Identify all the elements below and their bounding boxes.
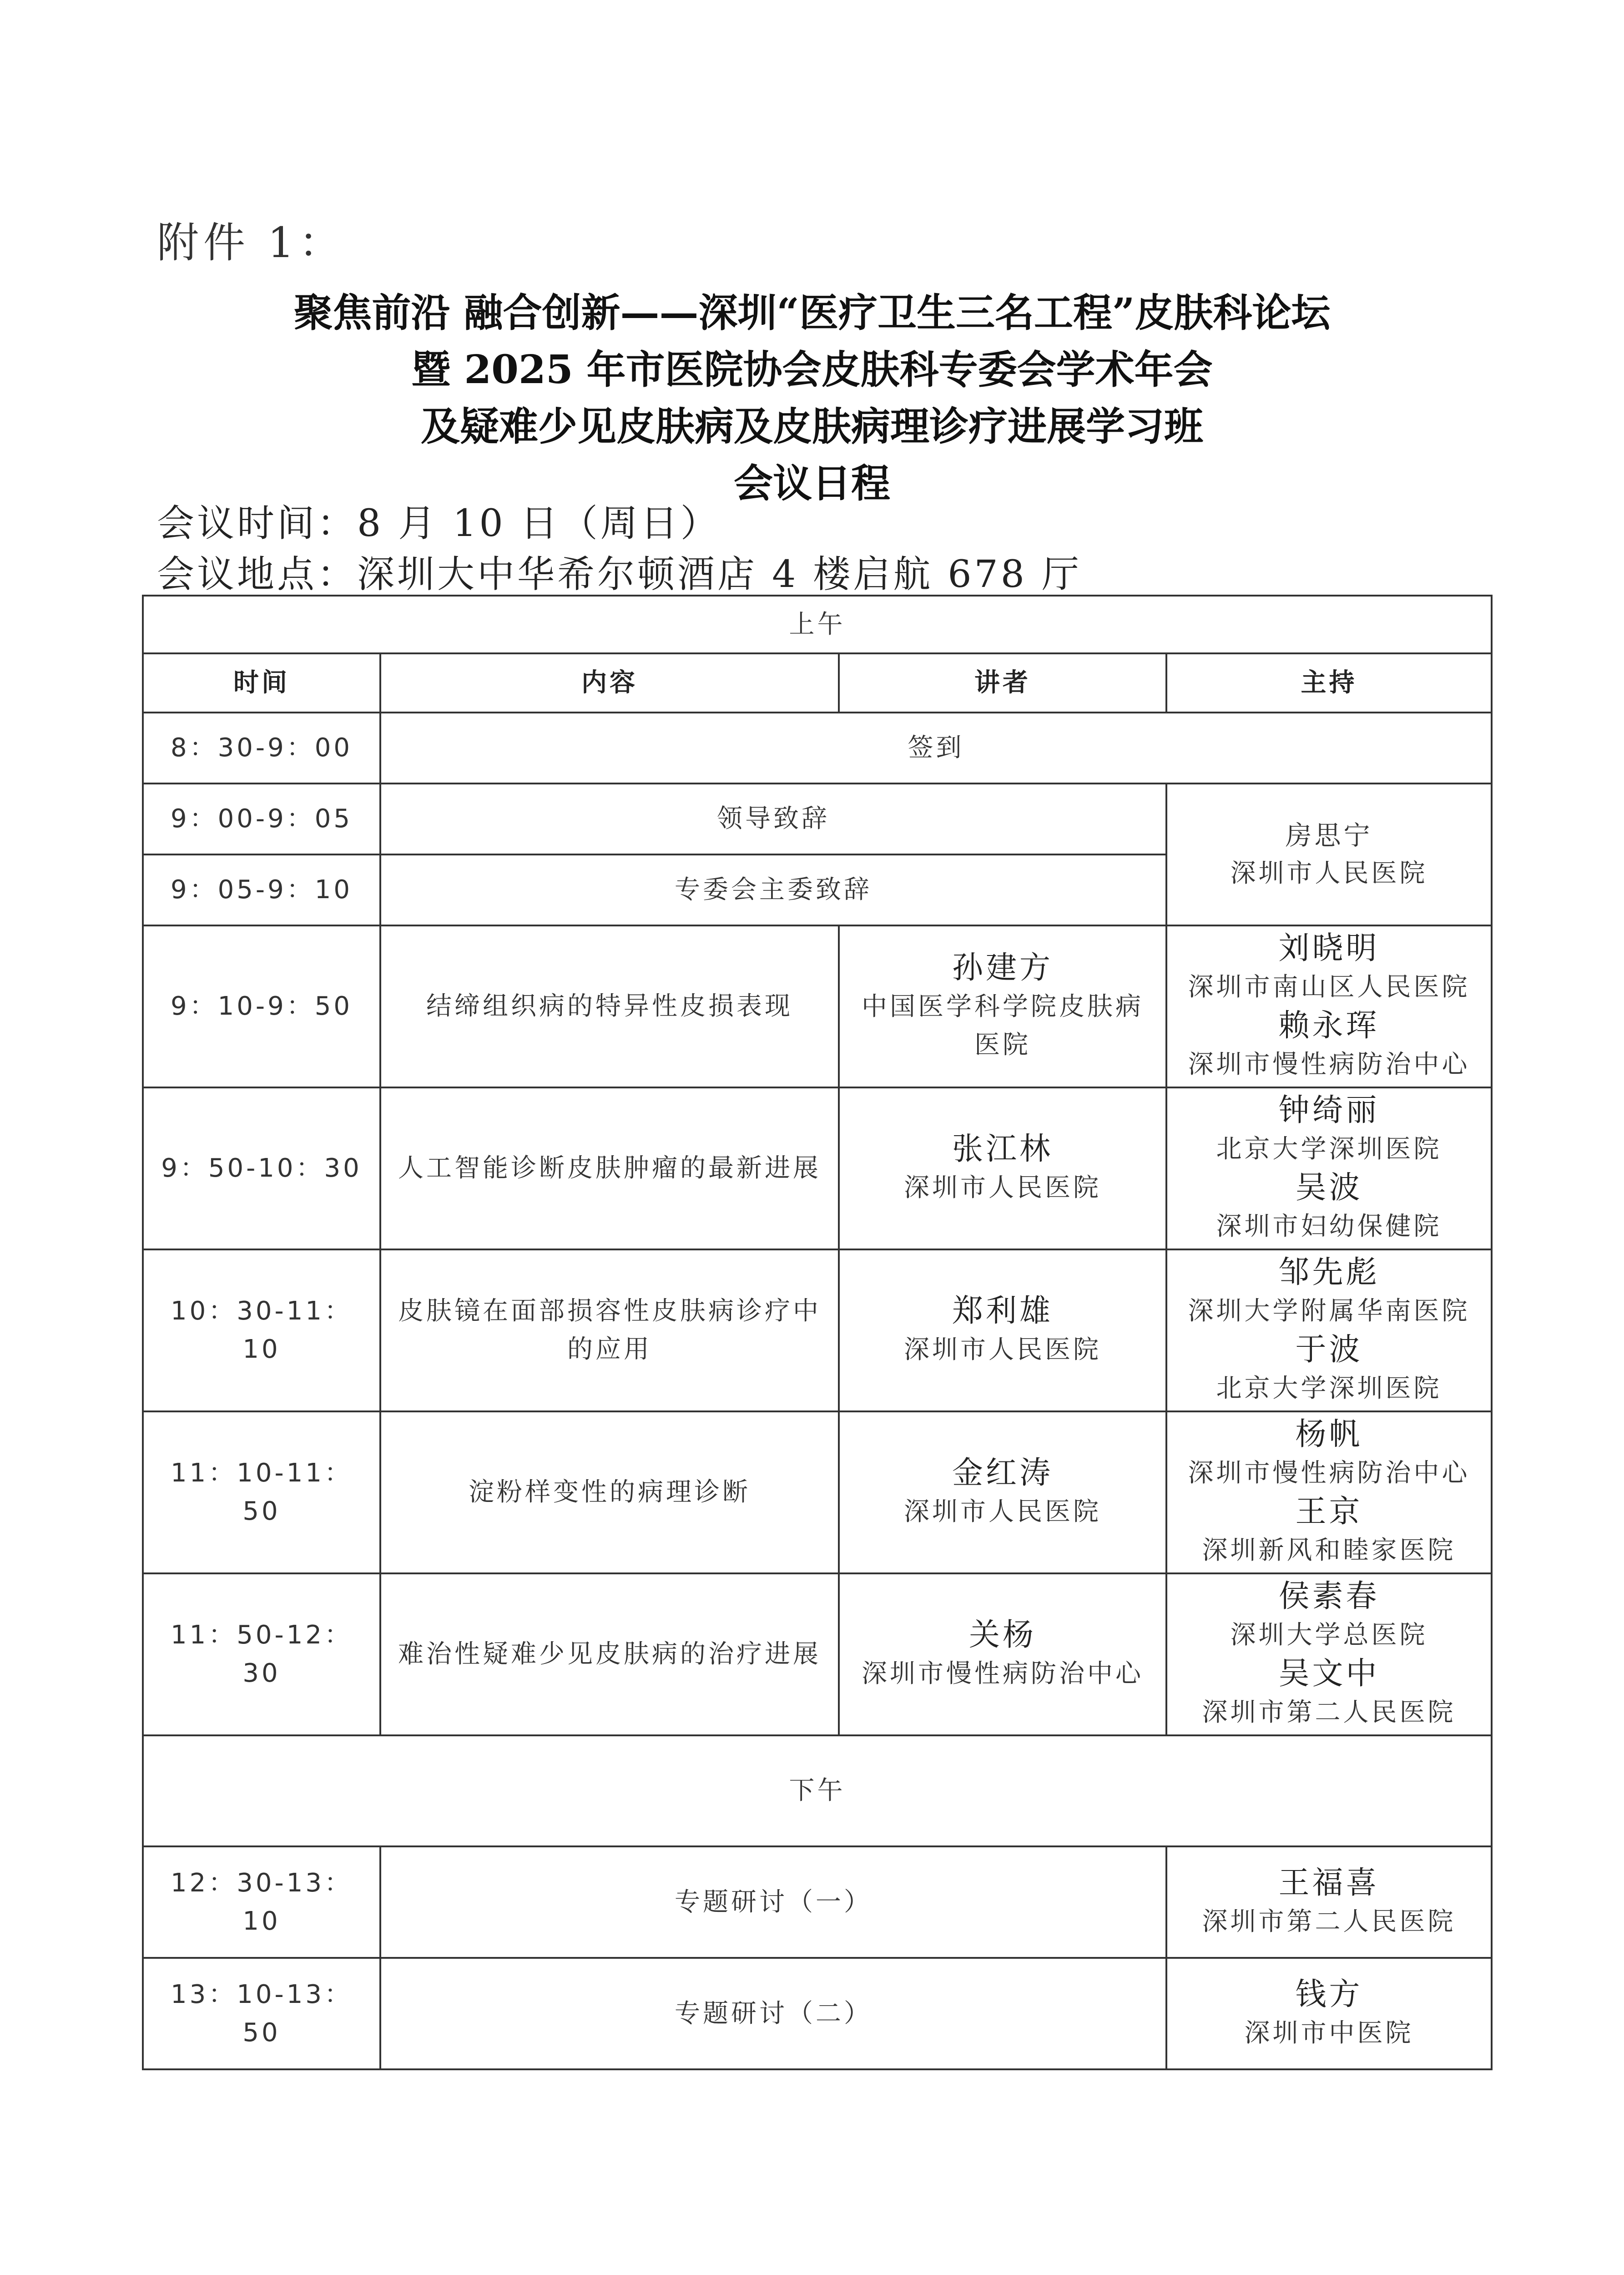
content-cell: 专委会主委致辞 [380, 854, 1166, 925]
speaker-name: 张江林 [952, 1131, 1053, 1167]
content-cell: 专题研讨（一） [380, 1846, 1166, 1958]
host-cell [1166, 1249, 1492, 1411]
table-row [143, 1735, 1492, 1846]
host-name: 邹先彪 [1278, 1254, 1380, 1290]
table-row [143, 1958, 1492, 2069]
speaker-cell [839, 1087, 1166, 1249]
speaker-org: 深圳市慢性病防治中心 [862, 1659, 1144, 1689]
speaker-org: 中国医学科学院皮肤病医院 [862, 992, 1144, 1060]
time-cell: 9：10-9：50 [143, 925, 380, 1087]
host-name: 吴波 [1295, 1170, 1363, 1206]
speaker-org: 深圳市人民医院 [904, 1335, 1101, 1365]
host-org: 深圳大学附属华南医院 [1188, 1296, 1470, 1326]
speaker-name: 金红涛 [952, 1455, 1053, 1491]
content-cell: 领导致辞 [380, 784, 1166, 854]
host-org: 深圳市中医院 [1244, 2018, 1414, 2048]
header-content: 内容 [380, 653, 839, 713]
title-line-2: 暨 2025 年市医院协会皮肤科专委会学术年会 [411, 347, 1213, 393]
host-name: 吴文中 [1278, 1656, 1380, 1692]
host-name: 侯素春 [1278, 1578, 1380, 1614]
table-row [143, 1846, 1492, 1958]
attachment-label: 附件 1： [157, 218, 345, 267]
speaker-org: 深圳市人民医院 [904, 1173, 1101, 1203]
schedule-table [142, 595, 1493, 2070]
speaker-org: 深圳市人民医院 [904, 1497, 1101, 1527]
host-name: 杨帆 [1295, 1416, 1363, 1452]
host-name: 王福喜 [1278, 1865, 1380, 1901]
host-org: 深圳市慢性病防治中心 [1188, 1050, 1470, 1079]
speaker-cell [839, 1411, 1166, 1573]
host-cell [1166, 1411, 1492, 1573]
meeting-place: 会议地点：深圳大中华希尔顿酒店 4 楼启航 678 厅 [157, 553, 1082, 596]
time-cell: 10：30-11：10 [143, 1249, 380, 1411]
host-cell [1166, 1846, 1492, 1958]
meeting-time: 会议时间：8 月 10 日（周日） [157, 502, 721, 545]
host-cell [1166, 1958, 1492, 2069]
time-cell: 13：10-13：50 [143, 1958, 380, 2069]
speaker-cell [839, 1573, 1166, 1735]
host-cell [1166, 1087, 1492, 1249]
speaker-cell [839, 1249, 1166, 1411]
time-cell: 9：05-9：10 [143, 854, 380, 925]
host-org: 深圳大学总医院 [1230, 1620, 1428, 1650]
header-speaker: 讲者 [839, 653, 1166, 713]
header-time: 时间 [143, 653, 380, 713]
title-line-1: 聚焦前沿 融合创新——深圳“医疗卫生三名工程”皮肤科论坛 [293, 290, 1331, 336]
host-name: 王京 [1295, 1494, 1363, 1530]
time-cell: 8：30-9：00 [143, 713, 380, 784]
host-name: 房思宁 [1285, 820, 1373, 851]
table-row [143, 1573, 1492, 1735]
content-cell: 专题研讨（二） [380, 1958, 1166, 2069]
host-org: 深圳新风和睦家医院 [1202, 1536, 1456, 1565]
table-row [143, 1411, 1492, 1573]
content-cell: 人工智能诊断皮肤肿瘤的最新进展 [380, 1087, 839, 1249]
host-org: 深圳市第二人民医院 [1202, 1698, 1456, 1727]
header-host: 主持 [1166, 653, 1492, 713]
host-name: 于波 [1295, 1332, 1363, 1368]
speaker-name: 郑利雄 [952, 1293, 1053, 1329]
host-name: 钱方 [1295, 1976, 1363, 2012]
title-line-4: 会议日程 [734, 460, 890, 506]
table-row [143, 596, 1492, 653]
host-cell [1166, 1573, 1492, 1735]
time-cell: 9：00-9：05 [143, 784, 380, 854]
host-org: 深圳市慢性病防治中心 [1188, 1458, 1470, 1488]
speaker-name: 孙建方 [952, 950, 1053, 986]
time-cell: 11：10-11：50 [143, 1411, 380, 1573]
host-org: 深圳市妇幼保健院 [1216, 1212, 1442, 1241]
content-cell: 签到 [380, 713, 1492, 784]
header-row [143, 653, 1492, 713]
table-row [143, 784, 1492, 854]
afternoon-section-label: 下午 [143, 1735, 1492, 1846]
host-cell [1166, 784, 1492, 925]
table-row [143, 1087, 1492, 1249]
host-org: 深圳市第二人民医院 [1202, 1906, 1456, 1936]
document-title [0, 284, 1624, 512]
time-cell: 11：50-12：30 [143, 1573, 380, 1735]
speaker-cell [839, 925, 1166, 1087]
host-org: 北京大学深圳医院 [1216, 1374, 1442, 1403]
table-row [143, 1249, 1492, 1411]
morning-section-label: 上午 [143, 596, 1492, 653]
table-row [143, 713, 1492, 784]
table-row [143, 925, 1492, 1087]
time-cell: 9：50-10：30 [143, 1087, 380, 1249]
host-org: 深圳市人民医院 [1230, 859, 1428, 888]
content-cell: 皮肤镜在面部损容性皮肤病诊疗中的应用 [380, 1249, 839, 1411]
host-org: 深圳市南山区人民医院 [1188, 972, 1470, 1002]
content-cell: 结缔组织病的特异性皮损表现 [380, 925, 839, 1087]
speaker-name: 关杨 [968, 1617, 1036, 1653]
content-cell: 难治性疑难少见皮肤病的治疗进展 [380, 1573, 839, 1735]
host-org: 北京大学深圳医院 [1216, 1134, 1442, 1164]
content-cell: 淀粉样变性的病理诊断 [380, 1411, 839, 1573]
host-cell [1166, 925, 1492, 1087]
host-name: 刘晓明 [1278, 930, 1380, 966]
host-name: 赖永珲 [1278, 1008, 1380, 1044]
host-name: 钟绮丽 [1278, 1092, 1380, 1128]
title-line-3: 及疑难少见皮肤病及皮肤病理诊疗进展学习班 [421, 404, 1203, 450]
time-cell: 12：30-13：10 [143, 1846, 380, 1958]
